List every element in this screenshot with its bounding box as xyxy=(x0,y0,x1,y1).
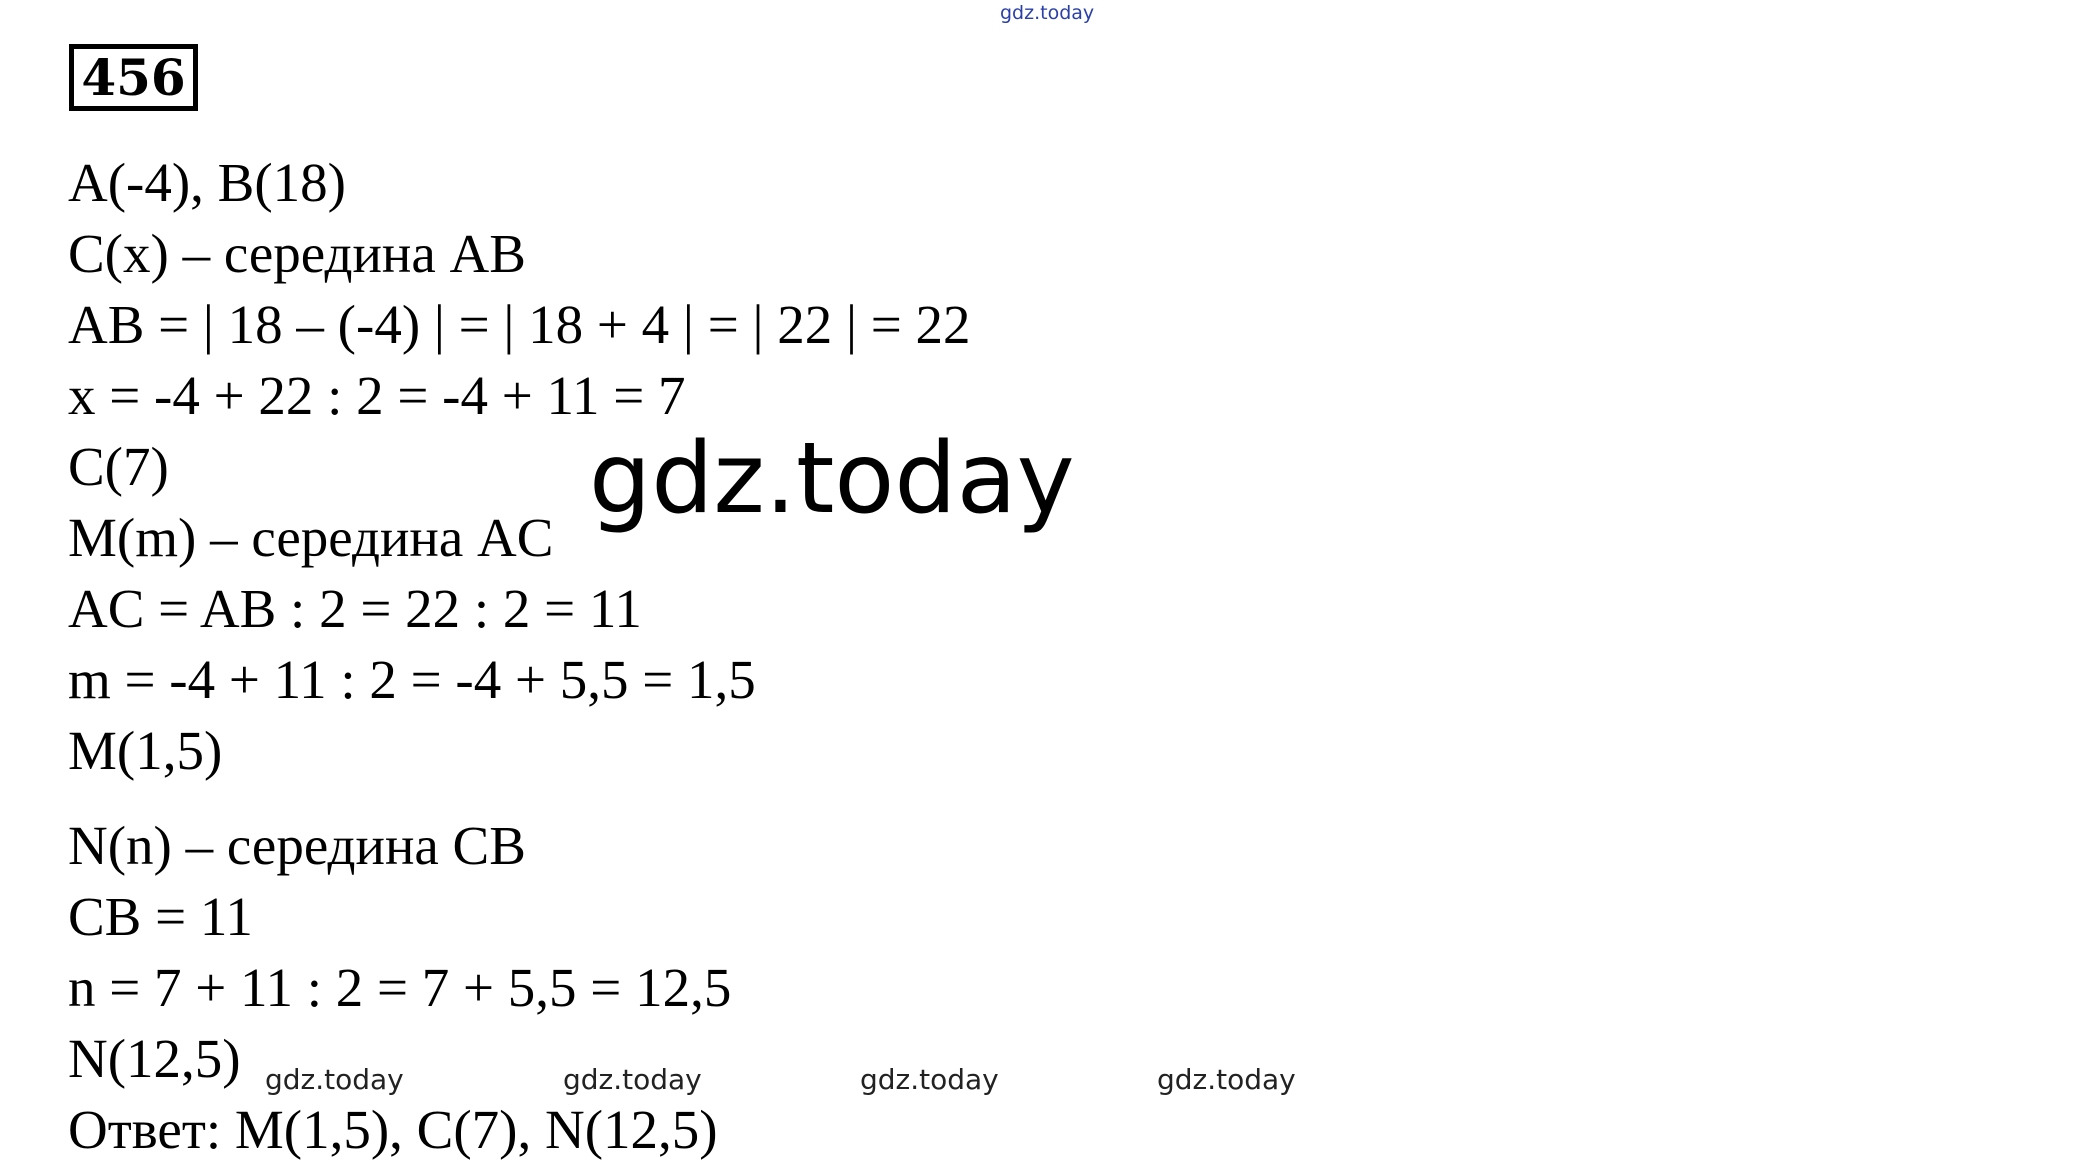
watermark-bottom: gdz.today xyxy=(860,1063,999,1096)
watermark-bottom: gdz.today xyxy=(1157,1063,1296,1096)
solution-line: M(1,5) xyxy=(68,720,223,781)
watermark-bottom: gdz.today xyxy=(265,1063,404,1096)
problem-number: 456 xyxy=(69,44,198,111)
solution-line: C(x) – середина AB xyxy=(68,223,526,284)
watermark-bottom: gdz.today xyxy=(563,1063,702,1096)
solution-line: m = -4 + 11 : 2 = -4 + 5,5 = 1,5 xyxy=(68,649,756,710)
watermark-top: gdz.today xyxy=(1000,2,1095,24)
solution-line: M(m) – середина AC xyxy=(68,507,554,568)
solution-line: x = -4 + 22 : 2 = -4 + 11 = 7 xyxy=(68,365,686,426)
solution-line: C(7) xyxy=(68,436,169,497)
answer-line: Ответ: M(1,5), C(7), N(12,5) xyxy=(68,1099,718,1160)
solution-line: CB = 11 xyxy=(68,886,253,947)
solution-line: AC = AB : 2 = 22 : 2 = 11 xyxy=(68,578,642,639)
solution-line: A(-4), B(18) xyxy=(68,152,346,213)
solution-line: n = 7 + 11 : 2 = 7 + 5,5 = 12,5 xyxy=(68,957,732,1018)
solution-text xyxy=(68,147,971,1165)
solution-line: AB = | 18 – (-4) | = | 18 + 4 | = | 22 | = 22 xyxy=(68,294,971,355)
watermark-big: gdz.today xyxy=(585,430,1079,528)
solution-line: N(12,5) xyxy=(68,1028,241,1089)
solution-line: N(n) – середина CB xyxy=(68,815,526,876)
